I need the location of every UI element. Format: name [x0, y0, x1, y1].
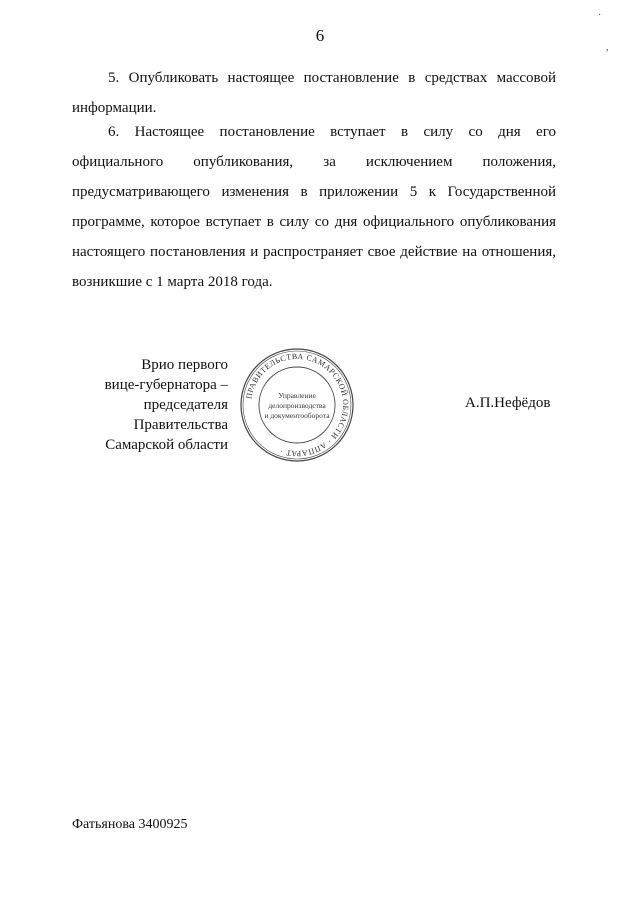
official-stamp-icon — [238, 346, 356, 464]
signer-position-line: Врио первого — [141, 357, 228, 373]
paragraph-6: 6. Настоящее постановление вступает в силу со дня его официального опубликования, за исключением положения, предусматривающего изменения в приложении 5 к Государственной программе, которое вступает в силу со дня официального опубликования настоящего постановления и распространяет свое действие на отношения, возникшие с 1 марта 2018 года. — [72, 124, 556, 290]
signer-position-line: вице-губернатора – — [104, 377, 228, 393]
signer-position-line: председателя Правительства — [133, 397, 228, 433]
signer-position-line: Самарской области — [105, 437, 228, 453]
stamp-center-line: и документооборота — [264, 411, 330, 420]
stamp-center-line: делопроизводства — [268, 401, 326, 410]
stamp-center-line: Управление — [278, 391, 316, 400]
stamp-ring-text: ПРАВИТЕЛЬСТВА САМАРСКОЙ ОБЛАСТИ · АППАРАТ · — [244, 351, 351, 459]
page-number: 6 — [315, 26, 325, 45]
margin-dot: · — [598, 10, 602, 21]
signer-name: А.П.Нефёдов — [465, 395, 551, 411]
executor-contact: Фатьянова 3400925 — [72, 817, 188, 832]
signer-position — [58, 355, 228, 455]
paragraph-5: 5. Опубликовать настоящее постановление в средствах массовой информации. — [72, 70, 556, 116]
margin-tick: , — [606, 42, 609, 53]
